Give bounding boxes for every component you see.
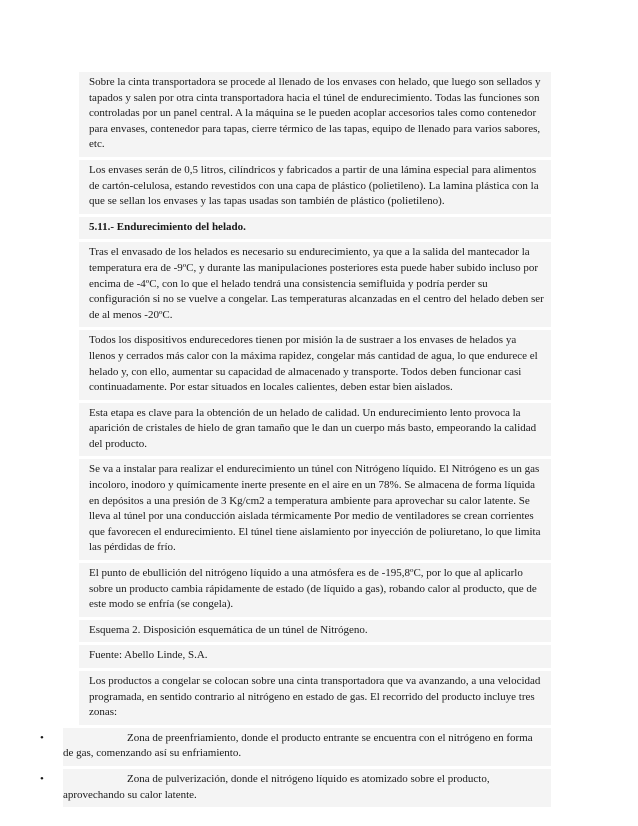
figure-caption: Esquema 2. Disposición esquemática de un túnel de Nitrógeno.	[79, 620, 551, 643]
paragraph-hardening-devices: Todos los dispositivos endurecedores tienen por misión la de sustraer a los envases de helados ya llenos y cerrados más calor con la máxima rapidez, congelar más cantidad de agua, lo que endurece el helado y, con ello, aumentar su capacidad de almacenado y transporte. Todos deben funcionar casi continuadamente. Por estar situados en locales calientes, deben estar bien aislados.	[79, 330, 551, 399]
bullet-icon: •	[40, 731, 44, 744]
list-item	[40, 728, 551, 766]
section-heading: 5.11.- Endurecimiento del helado.	[79, 217, 551, 240]
paragraph-zones-intro: Los productos a congelar se colocan sobre una cinta transportadora que va avanzando, a una velocidad programada, en sentido contrario al nitrógeno en estado de gas. El recorrido del producto incluye tres zonas:	[79, 671, 551, 725]
paragraph-nitrogen-tunnel: Se va a instalar para realizar el endurecimiento un túnel con Nitrógeno líquido. El Nitrógeno es un gas incoloro, inodoro y químicamente inerte presente en el aire en un 78%. Se almacena de forma líquida en depósitos a una presión de 3 Kg/cm2 a temperatura ambiente para aprovechar su calor latente. Se lleva al túnel por una conducción aislada térmicamente Por medio de ventiladores se crean corrientes que favorecen el endurecimiento. El túnel tiene aislamiento por inyección de poliuretano, lo que limita las pérdidas de frío.	[79, 459, 551, 560]
paragraph-hardening-need: Tras el envasado de los helados es necesario su endurecimiento, ya que a la salida del mantecador la temperatura era de -9ºC, y durante las manipulaciones posteriores esta puede haber subido incluso por encima de -4ºC, con lo que el helado tendrá una consistencia semifluida y podría perder su configuración si no se vuelve a congelar. Las temperaturas alcanzadas en el centro del helado deben ser de al menos -20ºC.	[79, 242, 551, 327]
figure-source: Fuente: Abello Linde, S.A.	[79, 645, 551, 668]
list-item-text: Zona de pulverización, donde el nitrógeno líquido es atomizado sobre el producto, aprovechando su calor latente.	[63, 772, 490, 801]
bullet-icon: •	[40, 772, 44, 785]
document-body	[40, 72, 551, 810]
list-item	[40, 769, 551, 807]
paragraph-quality-stage: Esta etapa es clave para la obtención de un helado de calidad. Un endurecimiento lento provoca la aparición de cristales de hielo de gran tamaño que le dan un cuerpo más basto, empeorando la calidad del producto.	[79, 403, 551, 457]
paragraph-filling-process: Sobre la cinta transportadora se procede al llenado de los envases con helado, que luego son sellados y tapados y salen por otra cinta transportadora hacia el túnel de endurecimiento. Todas las funciones son controladas por un panel central. A la máquina se le pueden acoplar accesorios tales como contenedor para envases, contenedor para tapas, cierre térmico de las tapas, equipo de llenado para varios sabores, etc.	[79, 72, 551, 157]
paragraph-containers: Los envases serán de 0,5 litros, cilíndricos y fabricados a partir de una lámina especial para alimentos de cartón-celulosa, estando revestidos con una capa de plástico (polietileno). La lamina plástica con la que se sellan los envases y las tapas usadas son también de plástico (polietileno).	[79, 160, 551, 214]
paragraph-boiling-point: El punto de ebullición del nitrógeno líquido a una atmósfera es de -195,8ºC, por lo que al aplicarlo sobre un producto cambia rápidamente de estado (de líquido a gas), robando calor al producto, que de este modo se enfría (se congela).	[79, 563, 551, 617]
list-item-text: Zona de preenfriamiento, donde el producto entrante se encuentra con el nitrógeno en forma de gas, comenzando así su enfriamiento.	[63, 731, 533, 760]
